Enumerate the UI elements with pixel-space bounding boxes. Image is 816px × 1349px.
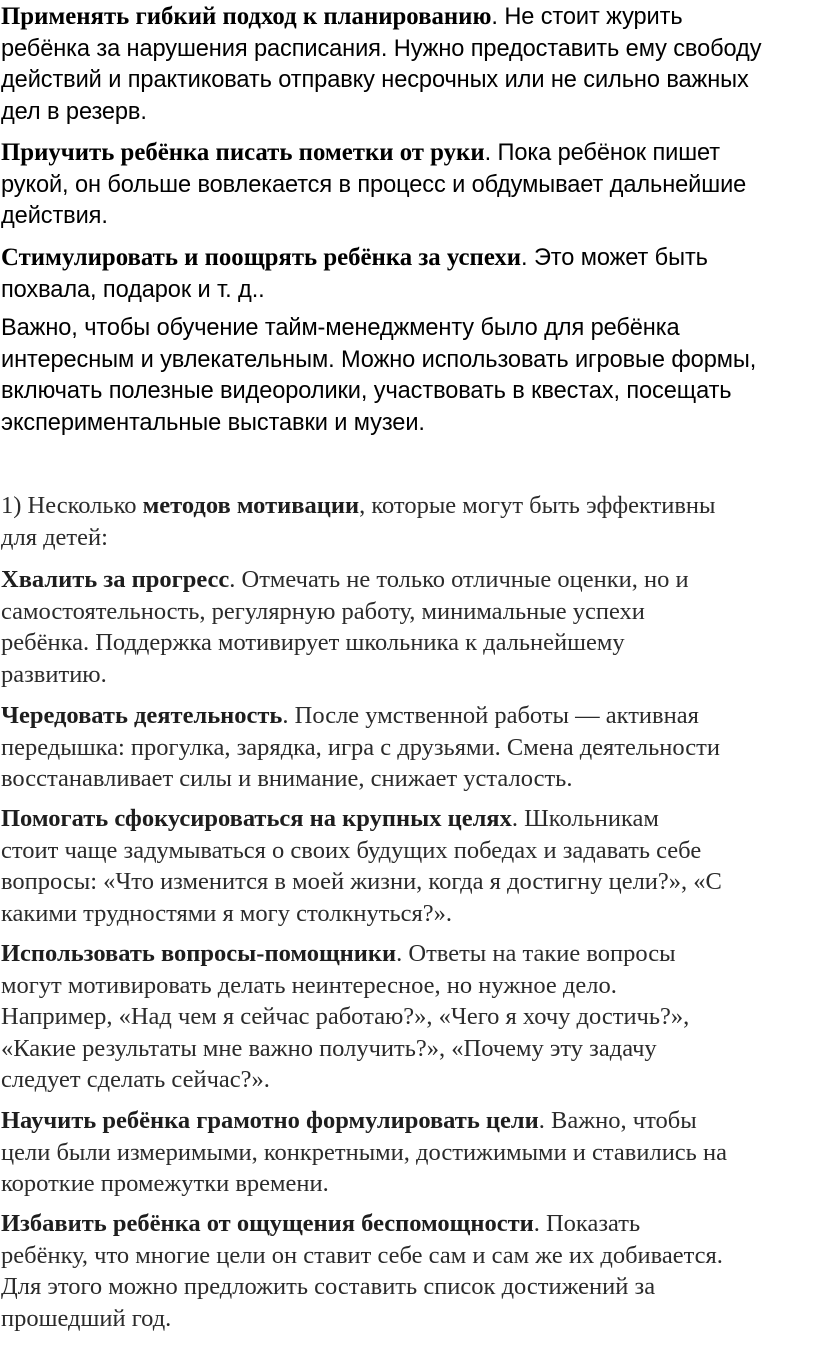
text-line: Стимулировать и поощрять ребёнка за успехи. Это может быть [1, 244, 708, 271]
bold-heading: Хвалить за прогресс [1, 566, 230, 593]
text-line: действий и практиковать отправку несрочных или не сильно важных [1, 67, 749, 93]
text-line: Приучить ребёнка писать пометки от руки. Пока ребёнок пишет [1, 139, 721, 166]
bold-heading: методов мотивации [142, 492, 360, 519]
text-line: для детей: [1, 523, 108, 551]
paragraph-handwritten-notes [1, 137, 746, 233]
text-line: Помогать сфокусироваться на крупных целях. Школьникам [1, 805, 659, 832]
text-line: какими трудностями я могу столкнуться?». [1, 899, 453, 927]
text-line: Хвалить за прогресс. Отмечать не только отличные оценки, но и [1, 566, 689, 593]
bold-heading: Стимулировать и поощрять ребёнка за успехи [1, 244, 522, 271]
bold-heading: Помогать сфокусироваться на крупных целях [1, 805, 512, 832]
paragraph-helplessness [1, 1208, 723, 1334]
text-line: могут мотивировать делать неинтересное, но нужное дело. [1, 971, 617, 999]
text-line: ребёнку, что многие цели он ставит себе сам и сам же их добивается. [1, 1241, 723, 1269]
text-line: похвала, подарок и т. д.. [1, 276, 265, 303]
paragraph-flexible-planning [1, 1, 761, 128]
bold-heading: Приучить ребёнка писать пометки от руки [1, 139, 485, 166]
text-line: Для этого можно предложить составить список достижений за [1, 1273, 656, 1300]
text-line: короткие промежутки времени. [1, 1170, 329, 1197]
text-line: включать полезные видеоролики, участвовать в квестах, посещать [1, 378, 732, 404]
text-line: вопросы: «Что изменится в моей жизни, когда я достигну цели?», «С [1, 868, 722, 895]
text-line: Чередовать деятельность. После умственной работы — активная [1, 702, 699, 729]
paragraph-formulate-goals [1, 1105, 727, 1200]
paragraph-interesting-learning [1, 313, 756, 439]
text-line: 1) Несколько методов мотивации, которые могут быть эффективны [1, 492, 716, 519]
text-line: «Какие результаты мне важно получить?», «Почему эту задачу [1, 1034, 657, 1062]
text-line: ребёнка за нарушения расписания. Нужно предоставить ему свободу [1, 35, 762, 62]
text-line: цели были измеримыми, конкретными, достижимыми и ставились на [1, 1138, 727, 1166]
paragraph-helper-questions [1, 938, 689, 1096]
text-line: Например, «Над чем я сейчас работаю?», «Чего я хочу достичь?», [1, 1003, 690, 1030]
paragraph-alternate-activities [1, 700, 720, 795]
text-line: рукой, он больше вовлекается в процесс и обдумывает дальнейшие [1, 171, 747, 198]
text-line: экспериментальные выставки и музеи. [1, 409, 425, 436]
paragraph-encourage-success [1, 242, 708, 306]
paragraph-focus-goals [1, 803, 722, 929]
text-line: Научить ребёнка грамотно формулировать цели. Важно, чтобы [1, 1107, 697, 1134]
paragraph-praise-progress [1, 564, 689, 690]
text-line: развитию. [1, 660, 107, 688]
text-line: Применять гибкий подход к планированию. Не стоит журить [1, 3, 683, 30]
paragraph-motivation-methods-intro [1, 490, 715, 553]
text-line: восстанавливает силы и внимание, снижает усталость. [1, 765, 573, 792]
text-line: самостоятельность, регулярную работу, минимальные успехи [1, 597, 645, 625]
text-line: Избавить ребёнка от ощущения беспомощности. Показать [1, 1210, 641, 1237]
bold-heading: Чередовать деятельность [1, 702, 283, 729]
bold-heading: Избавить ребёнка от ощущения беспомощности [1, 1210, 534, 1237]
bold-heading: Использовать вопросы-помощники [1, 940, 397, 967]
text-line: Использовать вопросы-помощники. Ответы на такие вопросы [1, 940, 676, 967]
text-line: интересным и увлекательным. Можно использовать игровые формы, [1, 346, 757, 373]
text-line: дел в резерв. [1, 98, 147, 125]
text-line: прошедший год. [1, 1304, 172, 1332]
text-line: следует сделать сейчас?». [1, 1066, 270, 1093]
bold-heading: Применять гибкий подход к планированию [1, 3, 492, 30]
bold-heading: Научить ребёнка грамотно формулировать цели [1, 1107, 539, 1134]
text-line: действия. [1, 203, 108, 229]
text-line: передышка: прогулка, зарядка, игра с друзьями. Смена деятельности [1, 733, 720, 761]
text-line: Важно, чтобы обучение тайм-менеджменту было для ребёнка [1, 315, 680, 341]
text-line: ребёнка. Поддержка мотивирует школьника к дальнейшему [1, 629, 625, 656]
text-line: стоит чаще задумываться о своих будущих победах и задавать себе [1, 836, 702, 864]
